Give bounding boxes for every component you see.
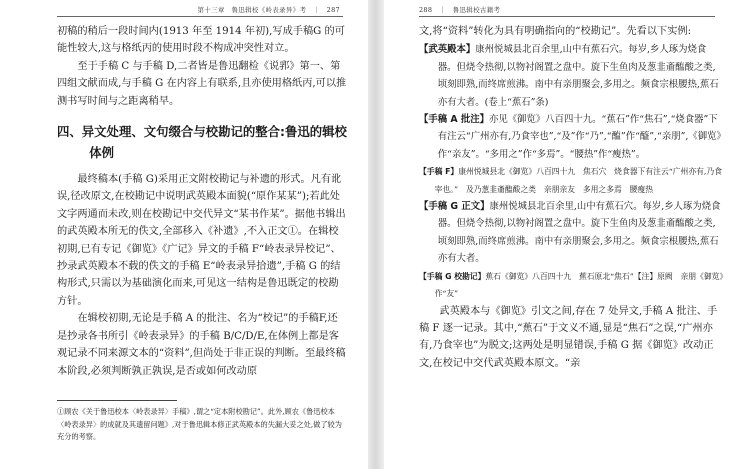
example-text: 康州悦城县北《御览》八百四十九 焦石穴 烧食器下有注云“广州亦有,乃食宰也。” 及乃葱韭齑醢酸之类 亲朋亲友 多用之多焉 腰瘦热 <box>434 167 722 194</box>
paragraph: 最终稿本(手稿 G)采用正文附校勘记与补遗的形式。凡有讹误,径改原文,在校勘记中说明武英殿本面貌(“原作某某”);若此处文字两通而未改,则在校勘记中交代异文“某书作某”。据他书辑出的武英殿本所无的佚文,全部移入《补遗》,不入正文①。在辑校初期,已有专记《御览》《广记》异文的手稿 F“岭表录异校记”、抄录武英殿本不载的佚文的手稿 E“岭表录异拾遗”,手稿 G 的结构形式,只需以为基础演化而来,可见这一结构是鲁迅既定的校勘方针。 <box>57 174 346 307</box>
example-label: 【手稿 G 校勘记】 <box>419 271 486 281</box>
body-text <box>419 23 724 372</box>
body-text <box>57 23 347 380</box>
example-text: 康州悦城县北百余里,山中有蕉石穴。每岁,乡人琢为烧食器。但烧令热彻,以物衬阁置之盘中。旋下生鱼肉及葱韭齑醢酸之类,顷刻即熟,而终席煎沸。南中有亲朋聚会,多用之。频食宗根腰热,蕉石亦有大者。 <box>437 201 721 265</box>
example-label: 【手稿 A 批注】 <box>419 114 490 126</box>
paragraph: 至于手稿 C 与手稿 D,二者皆是鲁迅翻检《说郛》第一、第四组文献而成,与手稿 G 在内容上有联系,且亦使用格纸丙,可以推测书写时间与之距离稍早。 <box>57 60 347 107</box>
header-rule <box>57 16 343 17</box>
example-text: 蕉石《御览》八百四十九 蕉石原北“焦石”【注】原阙 亲朋《御览》作“友” <box>434 271 724 299</box>
example-label: 【武英殿本】 <box>419 44 476 56</box>
paragraph: 武英殿本与《御览》引文之间,存在 7 处异文,手稿 A 批注、手稿 F 逐一记录。其中,“蕉石”于文义不通,显是“焦石”之误,“广州亦有,乃食宰也”为脱文;这两处是明显错误,手稿 G 据《御览》改动正文,在校记中交代武英殿本原文。“亲 <box>419 305 718 369</box>
running-head: 288 ｜ 鲁迅辑校古籍考 <box>419 6 501 14</box>
right-page <box>384 0 750 469</box>
paragraph: 在辑校初期,无论是手稿 A 的批注、名为“校记”的手稿F,还是抄录各书所引《岭表录异》的手稿 B/C/D/E,在体例上都是客观记录不同来源文本的“资料”,但尚处于非正误的判断。至最终稿本阶段,必须判断孰正孰误,是否或如何改动原 <box>57 313 346 377</box>
running-head: 第十三章 鲁迅辑校《岭表录异》考 ｜ 287 <box>197 6 340 14</box>
book-gutter <box>368 0 384 469</box>
example-text: 康州悦城县北百余里,山中有蕉石穴。每岁,乡人琢为烧食器。但烧令热彻,以物衬阁置之盘中。旋下生鱼肉及葱韭齑醢酸之类,顷刻即熟,而终席煎沸。南中有亲朋聚会,多用之。频食宗根腰热,蕉石亦有大者。(卷上“蕉石”条) <box>437 44 719 108</box>
example-block <box>419 41 724 302</box>
example-entry <box>419 41 724 111</box>
header-rule <box>419 16 715 17</box>
footnote: ①顾农《关于鲁迅校本〈岭表录异〉手稿》,谓之“定本附校勘记”。此外,顾农《鲁迅校本〈岭表录异〉的成就及其遗留问题》,对于鲁迅辑本修正武英殿本的失漏大妥之处,做了较为充分的考察。 <box>57 407 342 442</box>
footnote-rule <box>57 400 177 401</box>
example-label: 【手稿 F】 <box>419 167 459 177</box>
section-heading: 四、异文处理、文句缀合与校勘记的整合:鲁迅的辑校体例 <box>57 124 347 161</box>
example-entry <box>419 268 724 303</box>
left-page <box>0 0 368 469</box>
paragraph: 初稿的稍后一段时间内(1913 年至 1914 年初),写成手稿G 的可能性较大,这与格纸丙的使用时段不构成冲突性对立。 <box>57 26 345 55</box>
paragraph: 文,将“资料”转化为具有明确指向的“校勘记”。先看以下实例: <box>419 26 692 37</box>
example-label: 【手稿 G 正文】 <box>419 201 490 213</box>
example-entry <box>419 198 724 268</box>
example-text: 亦见《御览》八百四十九。“蕉石”作“焦石”,“烧食器”下有注云“广州亦有,乃食宰也”,“及”作“乃”,“醢”作“醯”,“亲朋”,《御览》作“亲友”。“多用之”作“多焉”。“腰热”作“瘦热”。 <box>437 114 722 160</box>
example-entry <box>419 163 724 198</box>
example-entry <box>419 111 724 163</box>
